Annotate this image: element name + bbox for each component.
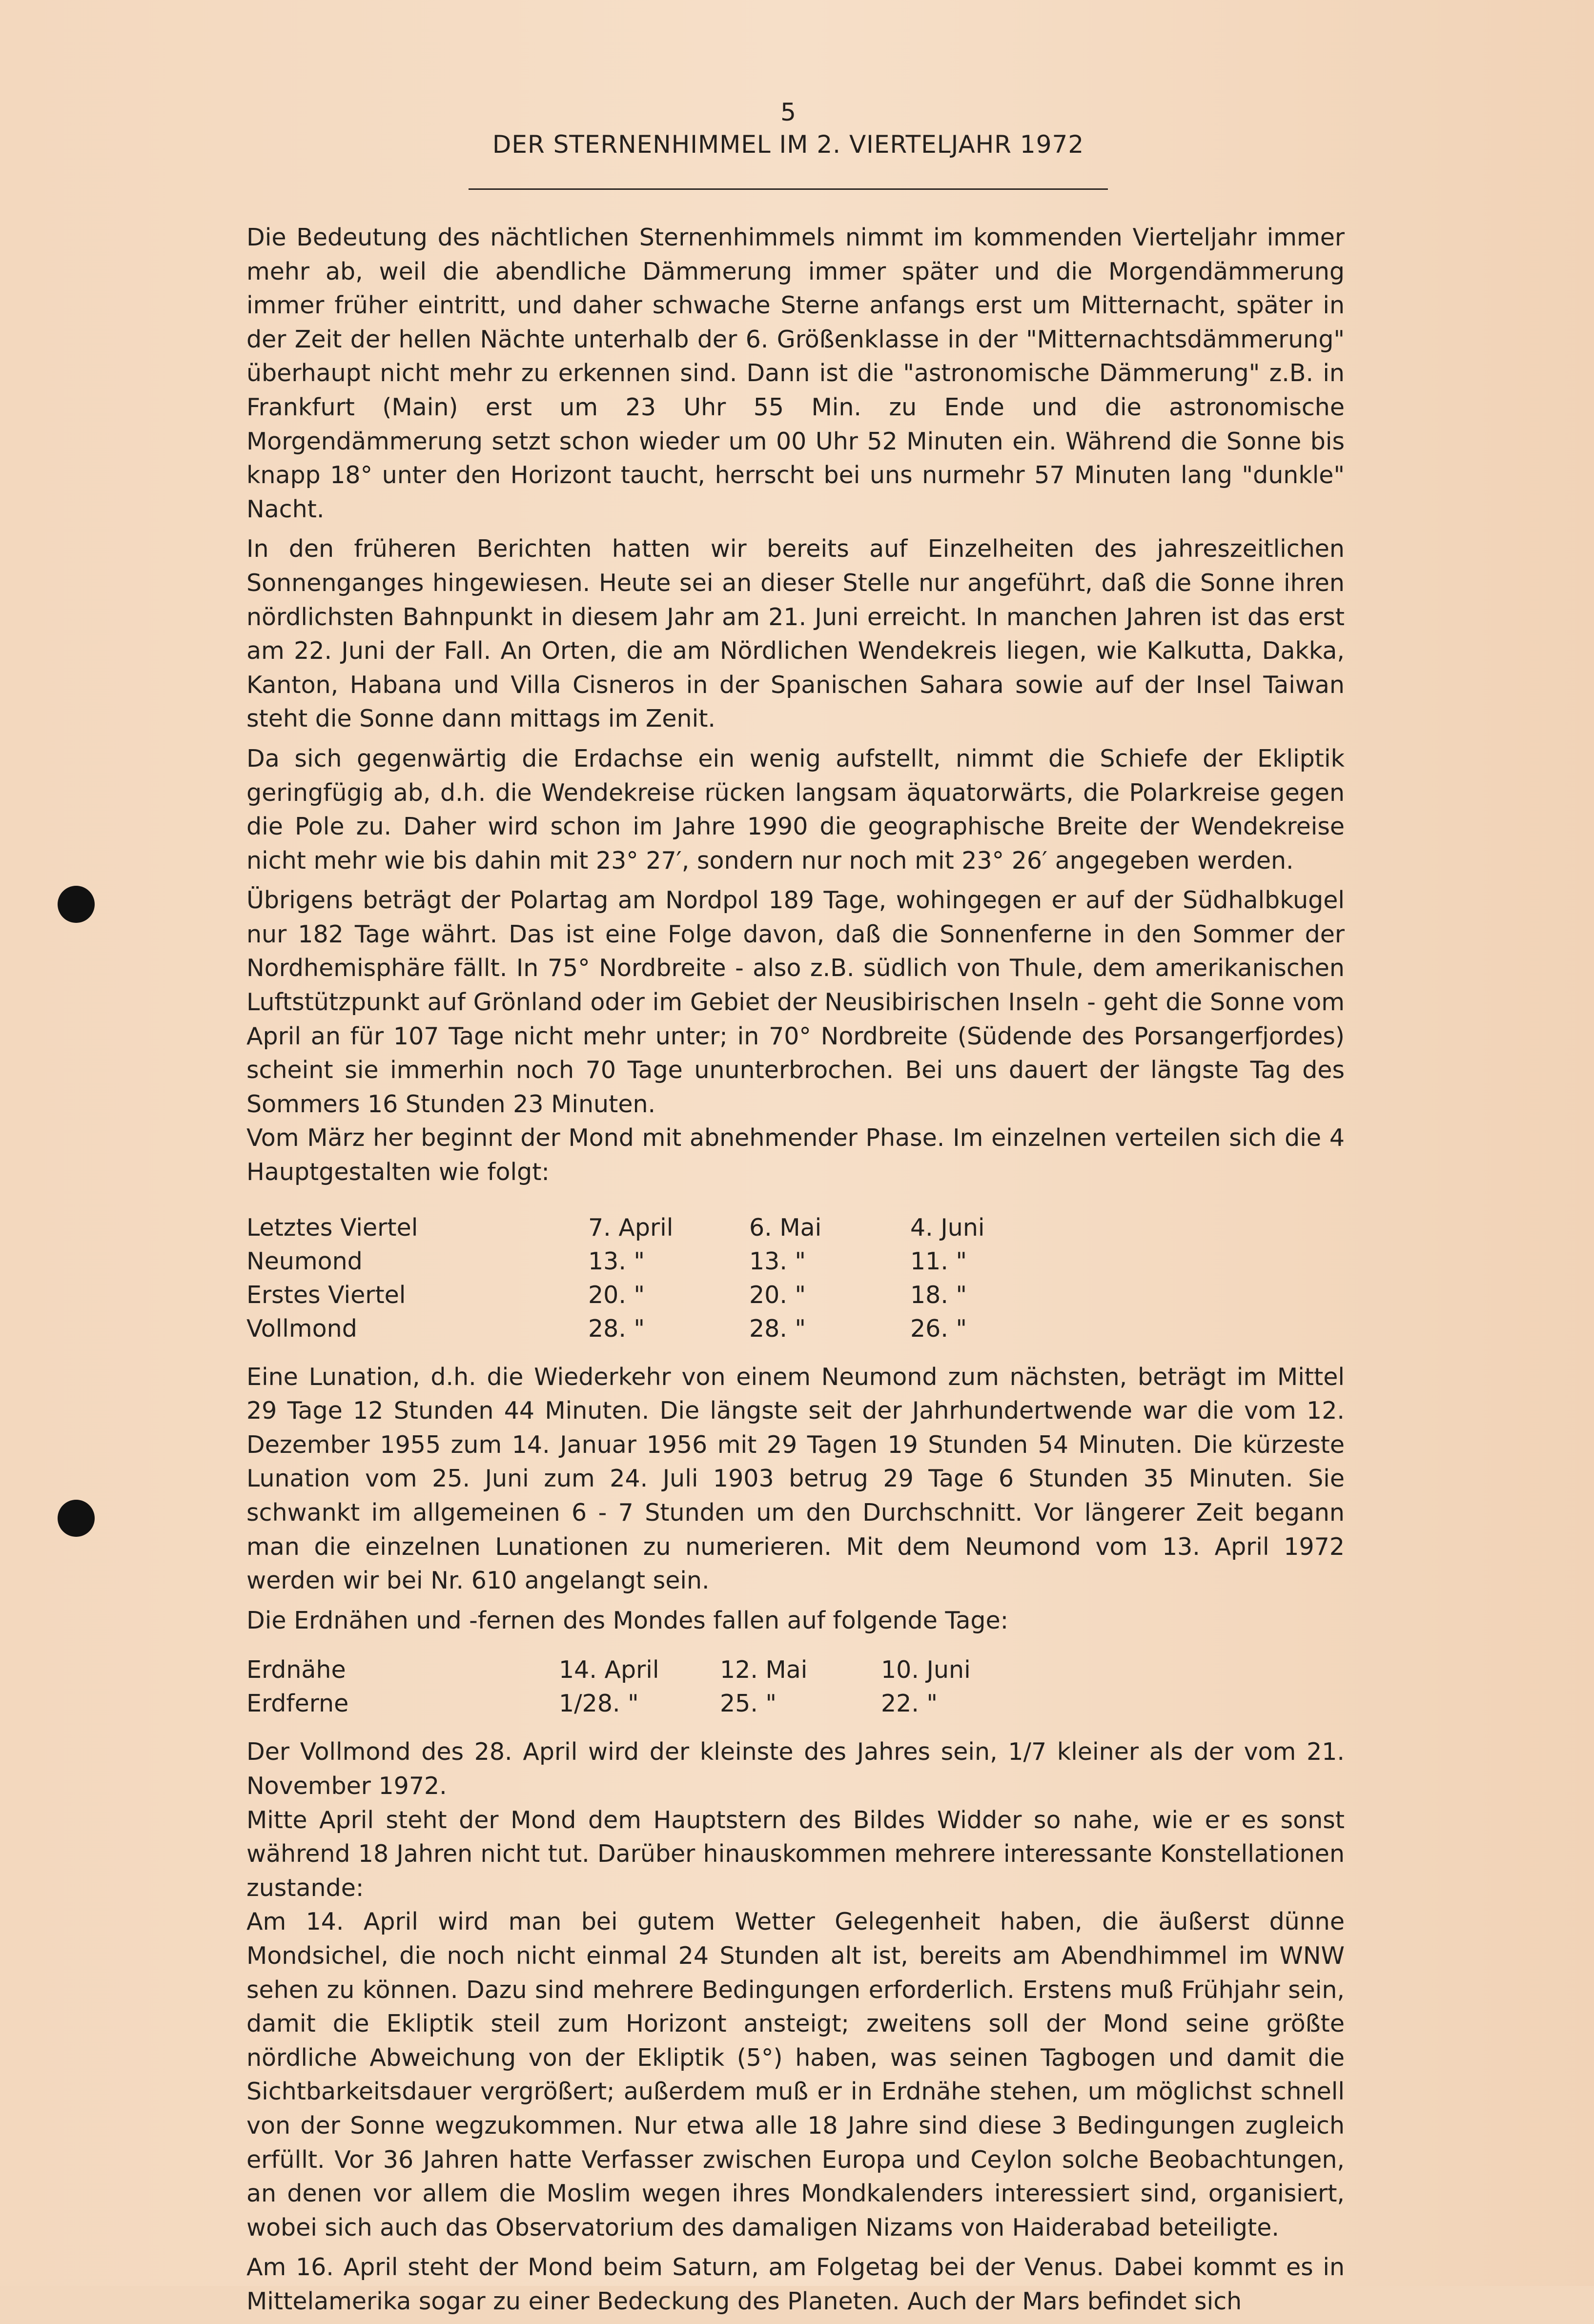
document-body xyxy=(246,221,1345,2324)
paragraph: Eine Lunation, d.h. die Wiederkehr von einem Neumond zum nächsten, beträgt im Mittel 29 Tage 12 Stunden 44 Minuten. Die längste seit der Jahrhundertwende war die vom 12. Dezember 1955 zum 14. Januar 1956 mit 29 Tagen 19 Stunden 54 Minuten. Die kürzeste Lunation vom 25. Juni zum 24. Juli 1903 betrug 29 Tage 6 Stunden 35 Minuten. Sie schwankt im allgemeinen 6 - 7 Stunden um den Durchschnitt. Vor längerer Zeit begann man die einzelnen Lunationen zu numerieren. Mit dem Neumond vom 13. April 1972 werden wir bei Nr. 610 angelangt sein. xyxy=(246,1363,1345,1595)
paragraph: Da sich gegenwärtig die Erdachse ein wenig aufstellt, nimmt die Schiefe der Ekliptik geringfügig ab, d.h. die Wendekreise rücken langsam äquatorwärts, die Polarkreise gegen die Pole zu. Daher wird schon im Jahre 1990 die geographische Breite der Wendekreise nicht mehr wie bis dahin mit 23° 27′, sondern nur noch mit 23° 26′ angegeben werden. xyxy=(246,744,1345,875)
punch-hole xyxy=(58,886,95,923)
title-underline xyxy=(469,188,1108,190)
table-cell: Neumond xyxy=(246,1247,363,1275)
table-cell: 13. " xyxy=(588,1247,645,1275)
table-row xyxy=(246,1687,1042,1720)
paragraph: Die Bedeutung des nächtlichen Sternenhimmels nimmt im kommenden Vierteljahr immer mehr ab, weil die abendliche Dämmerung immer später und die Morgendämmerung immer früher eintritt, und daher schwache Sterne anfangs erst um Mitternacht, später in der Zeit der hellen Nächte unterhalb der 6. Größenklasse in der "Mitternachtsdämmerung" überhaupt nicht mehr zu erkennen sind. Dann ist die "astronomische Dämmerung" z.B. in Frankfurt (Main) erst um 23 Uhr 55 Min. zu Ende und die astronomische Morgendämmerung setzt schon wieder um 00 Uhr 52 Minuten ein. Während die Sonne bis knapp 18° unter den Horizont taucht, herrscht bei uns nurmehr 57 Minuten lang "dunkle" Nacht. xyxy=(246,224,1345,523)
table-row xyxy=(246,1278,1071,1312)
table-cell: Erdnähe xyxy=(246,1656,346,1684)
moon-phase-table xyxy=(246,1211,1071,1345)
page-title: DER STERNENHIMMEL IM 2. VIERTELJAHR 1972 xyxy=(492,130,1084,159)
table-cell: 12. Mai xyxy=(720,1656,808,1684)
table-cell: Erdferne xyxy=(246,1690,349,1718)
table-cell: 28. " xyxy=(588,1314,645,1343)
table-cell: Erstes Viertel xyxy=(246,1281,406,1309)
table-cell: Letztes Viertel xyxy=(246,1213,418,1242)
paragraph: In den früheren Berichten hatten wir bereits auf Einzelheiten des jahreszeitlichen Sonnenganges hingewiesen. Heute sei an dieser Stelle nur angeführt, daß die Sonne ihren nördlichsten Bahnpunkt in diesem Jahr am 21. Juni erreicht. In manchen Jahren ist das erst am 22. Juni der Fall. An Orten, die am Nördlichen Wendekreis liegen, wie Kalkutta, Dakka, Kanton, Habana und Villa Cisneros in der Spanischen Sahara sowie auf der Insel Taiwan steht die Sonne dann mittags im Zenit. xyxy=(246,535,1345,733)
table-cell: 1/28. " xyxy=(559,1690,639,1718)
table-cell: 28. " xyxy=(749,1314,806,1343)
table-row xyxy=(246,1211,1071,1244)
table-cell: 14. April xyxy=(559,1656,659,1684)
table-cell: 20. " xyxy=(588,1281,645,1309)
table-cell: 13. " xyxy=(749,1247,806,1275)
paragraph: Die Erdnähen und -fernen des Mondes fallen auf folgende Tage: xyxy=(246,1606,1009,1634)
table-cell: 6. Mai xyxy=(749,1213,822,1242)
table-cell: 7. April xyxy=(588,1213,674,1242)
table-cell: 18. " xyxy=(910,1281,967,1309)
table-row xyxy=(246,1653,1042,1687)
table-cell: 4. Juni xyxy=(910,1213,985,1242)
page-header xyxy=(469,98,1108,159)
table-cell: 11. " xyxy=(910,1247,967,1275)
table-cell: 25. " xyxy=(720,1690,777,1718)
table-cell: Vollmond xyxy=(246,1314,357,1343)
page-number: 5 xyxy=(780,98,796,126)
punch-hole xyxy=(58,1500,95,1537)
paragraph: Der Vollmond des 28. April wird der kleinste des Jahres sein, 1/7 kleiner als der vom 21. November 1972. xyxy=(246,1738,1345,1800)
table-cell: 22. " xyxy=(881,1690,938,1718)
table-cell: 20. " xyxy=(749,1281,806,1309)
table-cell: 10. Juni xyxy=(881,1656,971,1684)
paragraph: Vom März her beginnt der Mond mit abnehmender Phase. Im einzelnen verteilen sich die 4 Hauptgestalten wie folgt: xyxy=(246,1124,1345,1186)
paragraph: Am 16. April steht der Mond beim Saturn, am Folgetag bei der Venus. Dabei kommt es in Mittelamerika sogar zu einer Bedeckung des Planeten. Auch der Mars befindet sich xyxy=(246,2253,1345,2315)
table-row xyxy=(246,1244,1071,1278)
lunar-distance-table xyxy=(246,1653,1042,1720)
table-cell: 26. " xyxy=(910,1314,967,1343)
paragraph: Übrigens beträgt der Polartag am Nordpol 189 Tage, wohingegen er auf der Südhalbkugel nur 182 Tage währt. Das ist eine Folge davon, daß die Sonnenferne in den Sommer der Nordhemisphäre fällt. In 75° Nordbreite - also z.B. südlich von Thule, dem amerikanischen Luftstützpunkt auf Grönland oder im Gebiet der Neusibirischen Inseln - geht die Sonne vom April an für 107 Tage nicht mehr unter; in 70° Nordbreite (Südende des Porsangerfjordes) scheint sie immerhin noch 70 Tage ununterbrochen. Bei uns dauert der längste Tag des Sommers 16 Stunden 23 Minuten. xyxy=(246,886,1345,1118)
paragraph: Am 14. April wird man bei gutem Wetter Gelegenheit haben, die äußerst dünne Mondsichel, die noch nicht einmal 24 Stunden alt ist, bereits am Abendhimmel im WNW sehen zu können. Dazu sind mehrere Bedingungen erforderlich. Erstens muß Frühjahr sein, damit die Ekliptik steil zum Horizont ansteigt; zweitens soll der Mond seine größte nördliche Abweichung von der Ekliptik (5°) haben, was seinen Tagbogen und damit die Sichtbarkeitsdauer vergrößert; außerdem muß er in Erdnähe stehen, um möglichst schnell von der Sonne wegzukommen. Nur etwa alle 18 Jahre sind diese 3 Bedingungen zugleich erfüllt. Vor 36 Jahren hatte Verfasser zwischen Europa und Ceylon solche Beobachtungen, an denen vor allem die Moslim wegen ihres Mondkalenders interessiert sind, organisiert, wobei sich auch das Observatorium des damaligen Nizams von Haiderabad beteiligte. xyxy=(246,1908,1345,2242)
table-row xyxy=(246,1312,1071,1345)
paragraph: Mitte April steht der Mond dem Hauptstern des Bildes Widder so nahe, wie er es sonst während 18 Jahren nicht tut. Darüber hinauskommen mehrere interessante Konstellationen zustande: xyxy=(246,1806,1345,1902)
